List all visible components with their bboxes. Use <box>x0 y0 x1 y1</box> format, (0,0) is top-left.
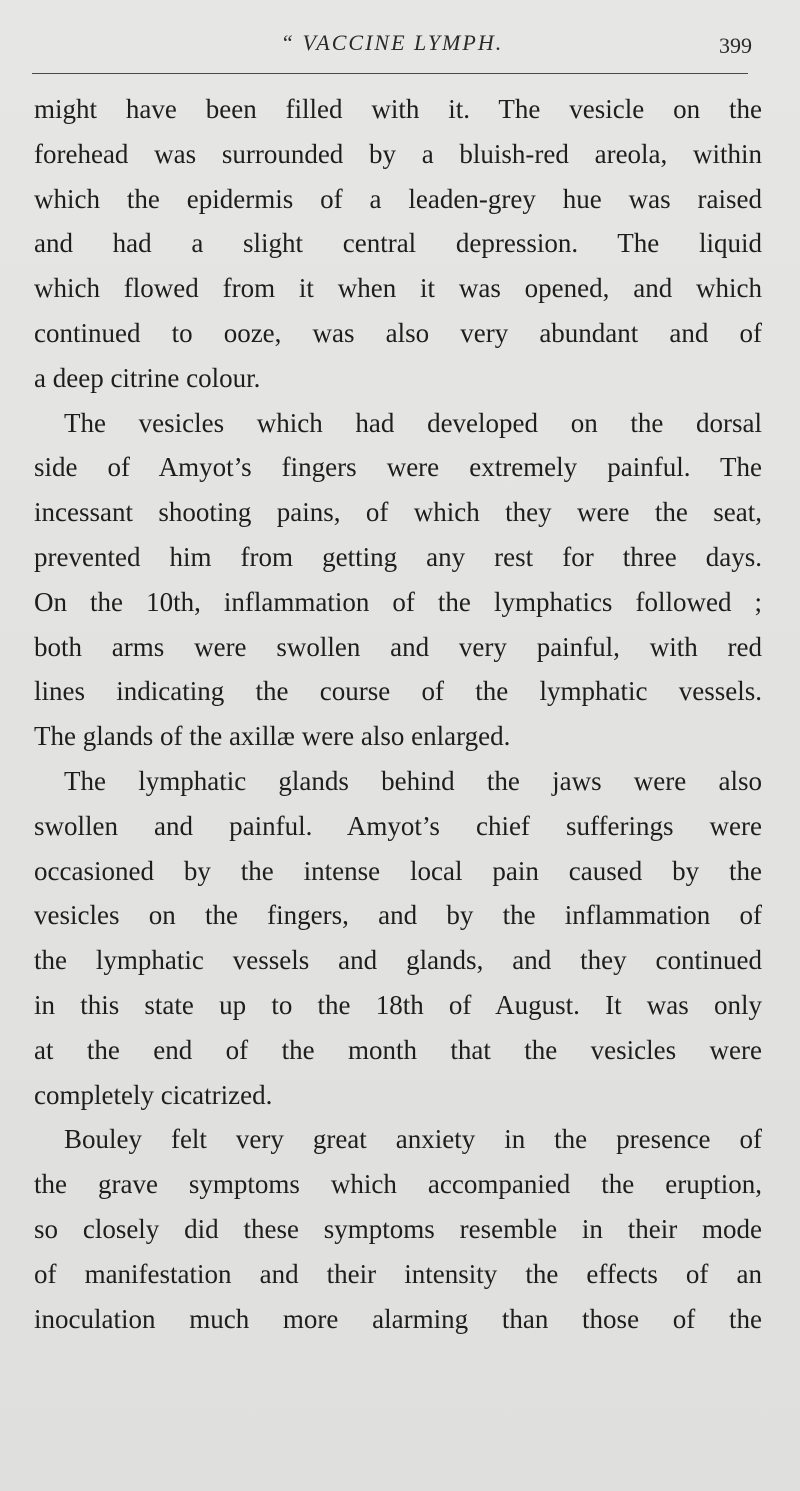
paragraph-3 <box>34 759 762 1117</box>
text-line: in this state up to the 18th of August. It was only <box>34 989 762 1020</box>
text-line: On the 10th, inflammation of the lymphatics followed ; <box>34 586 762 617</box>
body-text <box>34 87 762 1341</box>
text-line: The lymphatic glands behind the jaws were also <box>64 765 762 796</box>
text-line: Bouley felt very great anxiety in the presence of <box>64 1124 762 1155</box>
text-line: forehead was surrounded by a bluish-red areola, within <box>34 138 762 169</box>
text-line: which flowed from it when it was opened, and which <box>34 273 762 304</box>
text-line: occasioned by the intense local pain caused by the <box>34 855 762 886</box>
text-line: continued to ooze, was also very abundant and of <box>34 317 762 348</box>
paragraph-2 <box>34 401 762 759</box>
running-title: “ VACCINE LYMPH. <box>280 30 504 55</box>
text-line: inoculation much more alarming than those of the <box>34 1303 762 1334</box>
text-line: the lymphatic vessels and glands, and they continued <box>34 945 762 976</box>
page-number: 399 <box>719 33 752 58</box>
text-line: prevented him from getting any rest for three days. <box>34 541 762 572</box>
paragraph-4 <box>34 1117 762 1341</box>
text-line: of manifestation and their intensity the effects of an <box>34 1258 762 1289</box>
text-line: incessant shooting pains, of which they were the seat, <box>34 497 762 528</box>
text-line: so closely did these symptoms resemble in their mode <box>34 1213 762 1244</box>
text-line: completely cicatrized. <box>34 1079 273 1110</box>
text-line: which the epidermis of a leaden-grey hue was raised <box>34 183 762 214</box>
text-line: lines indicating the course of the lymphatic vessels. <box>34 676 762 707</box>
text-line: the grave symptoms which accompanied the eruption, <box>34 1169 762 1200</box>
header-rule <box>32 73 748 74</box>
text-line: both arms were swollen and very painful, with red <box>34 631 762 662</box>
text-line: a deep citrine colour. <box>34 362 261 393</box>
running-head <box>32 30 752 66</box>
text-line: The vesicles which had developed on the dorsal <box>64 407 762 438</box>
text-line: at the end of the month that the vesicles were <box>34 1034 762 1065</box>
text-line: swollen and painful. Amyot’s chief sufferings were <box>34 810 762 841</box>
text-line: side of Amyot’s fingers were extremely painful. The <box>34 452 762 483</box>
text-line: might have been filled with it. The vesicle on the <box>34 94 762 124</box>
text-line: The glands of the axillæ were also enlarged. <box>34 721 511 752</box>
paragraph-1 <box>34 87 762 401</box>
text-line: vesicles on the fingers, and by the inflammation of <box>34 900 762 931</box>
text-line: and had a slight central depression. The liquid <box>34 228 762 259</box>
